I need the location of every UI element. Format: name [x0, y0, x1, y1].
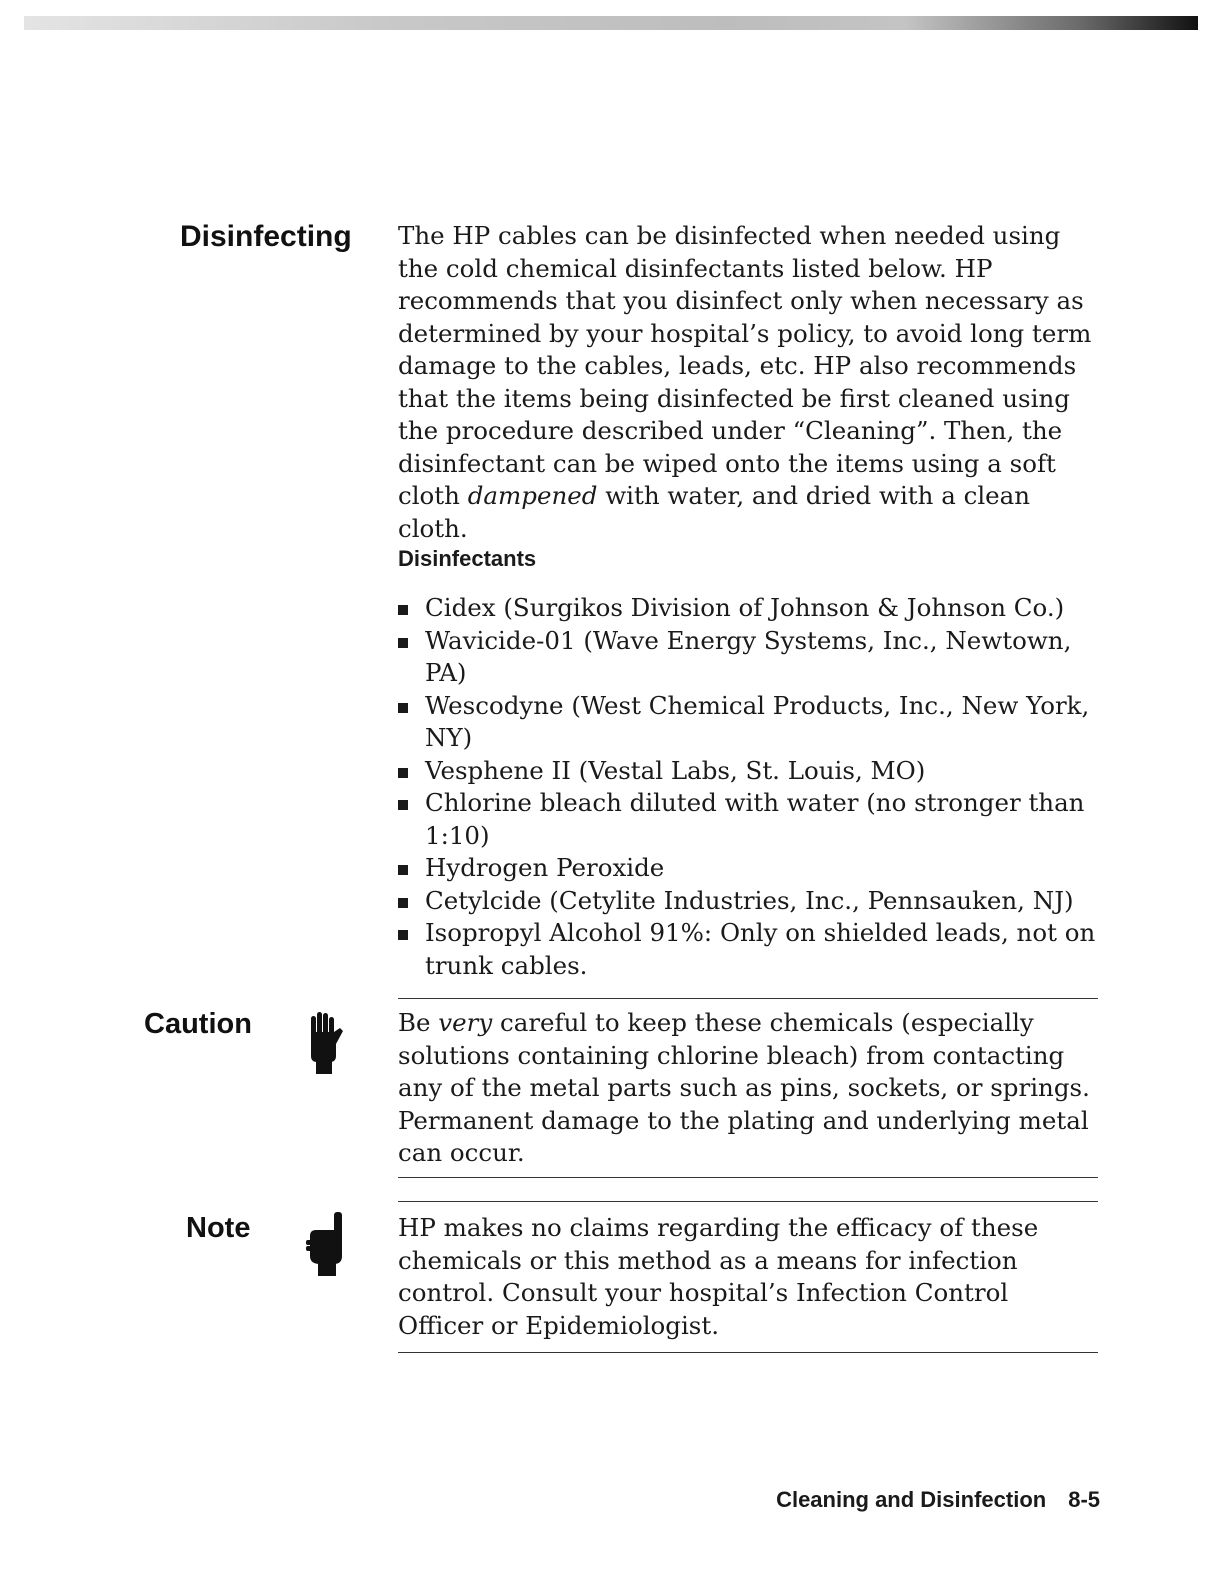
list-item [398, 592, 1098, 625]
intro-text-end: with water, and dried with a clean cloth. [398, 481, 1031, 543]
bullet-icon [398, 898, 408, 908]
list-item-text: Vesphene II (Vestal Labs, St. Louis, MO) [425, 755, 926, 785]
list-item [398, 852, 1098, 885]
caution-italic-word: very [438, 1008, 493, 1037]
list-item-text: Hydrogen Peroxide [425, 853, 665, 882]
caution-text [398, 1007, 1098, 1170]
list-item-text: Cidex (Surgikos Division of Johnson & Johnson Co.) [425, 593, 1065, 622]
intro-paragraph [398, 220, 1098, 545]
section-heading: Disinfecting [180, 220, 352, 253]
list-item-text: Isopropyl Alcohol 91%: Only on shielded leads, not on trunk cables. [425, 918, 1096, 980]
bullet-icon [398, 865, 408, 875]
note-bottom-rule [398, 1352, 1098, 1353]
list-item [398, 755, 1098, 788]
bullet-icon [398, 638, 408, 648]
note-text: HP makes no claims regarding the efficacy of these chemicals or this method as a means for infection control. Consult your hospital’s Infection Control Officer or Epidemiologist. [398, 1213, 1039, 1340]
list-item [398, 787, 1098, 852]
intro-text-start: The HP cables can be disinfected when needed using the cold chemical disinfectants listed below. HP recommends that you disinfect only when necessary as determined by your hospital’s policy, to avoid long term damage to the cables, leads, etc. HP also recommends that the items being disinfected be first cleaned using the procedure described under “Cleaning”. Then, the disinfectant can be wiped onto the items using a soft cloth [398, 221, 1092, 510]
bullet-icon [398, 605, 408, 615]
caution-label: Caution [144, 1008, 252, 1040]
raised-hand-icon [306, 1012, 344, 1080]
list-item-text: Wescodyne (West Chemical Products, Inc., New York, NY) [425, 690, 1090, 752]
footer-chapter: Cleaning and Disinfection [776, 1487, 1047, 1512]
disinfectants-list [398, 592, 1098, 982]
caution-text-end: careful to keep these chemicals (especially solutions containing chlorine bleach) from contacting any of the metal parts such as pins, sockets, or springs. Permanent damage to the plating and underlying metal can occur. [398, 1008, 1090, 1167]
intro-italic-word: dampened [467, 481, 598, 510]
list-item [398, 917, 1098, 982]
caution-text-start: Be [398, 1008, 439, 1037]
caution-bottom-rule [398, 1177, 1098, 1178]
list-item-text: Chlorine bleach diluted with water (no stronger than 1:10) [425, 788, 1085, 850]
list-item [398, 625, 1098, 690]
bullet-icon [398, 930, 408, 940]
list-item-text: Wavicide-01 (Wave Energy Systems, Inc., Newtown, PA) [425, 625, 1072, 687]
disinfectants-subheading: Disinfectants [398, 546, 537, 571]
list-item-text: Cetylcide (Cetylite Industries, Inc., Pennsauken, NJ) [425, 885, 1074, 915]
bullet-icon [398, 768, 408, 778]
bullet-icon [398, 703, 408, 713]
bullet-icon [398, 800, 408, 810]
caution-top-rule [398, 998, 1098, 999]
page-number: 8-5 [1068, 1487, 1100, 1512]
note-top-rule [398, 1201, 1098, 1202]
pointing-hand-icon [306, 1212, 348, 1282]
note-label: Note [186, 1212, 251, 1244]
page-footer [776, 1487, 1100, 1513]
list-item [398, 690, 1098, 755]
list-item [398, 885, 1098, 918]
scan-edge-bar [24, 16, 1198, 30]
